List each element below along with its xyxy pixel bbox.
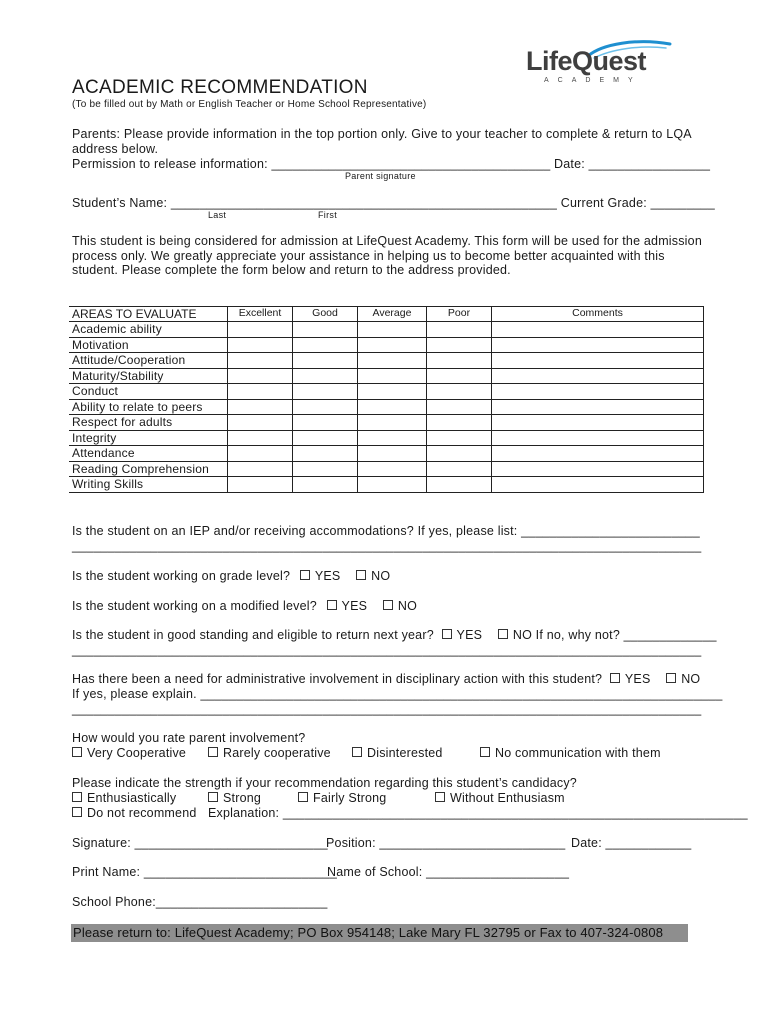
lifequest-logo	[522, 40, 674, 88]
header-average: Average	[358, 307, 427, 322]
rating-cell-good[interactable]	[293, 322, 358, 338]
table-row	[69, 399, 704, 415]
intro-line1: This student is being considered for admission at LifeQuest Academy. This form will be used for the admission	[72, 234, 702, 248]
rating-cell-comments[interactable]	[492, 384, 704, 400]
grade-level-yes[interactable]: YES	[300, 569, 341, 583]
rating-cell-average[interactable]	[358, 461, 427, 477]
rating-cell-excellent[interactable]	[228, 430, 293, 446]
checkbox-icon[interactable]	[442, 629, 452, 639]
admin-explain-field[interactable]: If yes, please explain. _________________________________________________________________________	[72, 687, 723, 701]
checkbox-icon[interactable]	[352, 747, 362, 757]
rating-cell-comments[interactable]	[492, 368, 704, 384]
rating-cell-excellent[interactable]	[228, 399, 293, 415]
print-name-field[interactable]: Print Name: ___________________________	[72, 865, 337, 879]
logo-wordmark: LifeQuest	[526, 46, 647, 76]
parents-instructions-line1: Parents: Please provide information in the top portion only. Give to your teacher to complete & return to LQA	[72, 127, 692, 141]
rating-cell-poor[interactable]	[427, 384, 492, 400]
rating-cell-excellent[interactable]	[228, 384, 293, 400]
header-excellent: Excellent	[228, 307, 293, 322]
header-poor: Poor	[427, 307, 492, 322]
checkbox-icon[interactable]	[208, 747, 218, 757]
strength-question: Please indicate the strength if your recommendation regarding this student’s candidacy?	[72, 776, 577, 790]
option-enthusiastically[interactable]: Enthusiastically	[72, 791, 176, 805]
checkbox-icon[interactable]	[327, 600, 337, 610]
rating-cell-poor[interactable]	[427, 322, 492, 338]
rating-cell-good[interactable]	[293, 430, 358, 446]
table-row	[69, 446, 704, 462]
option-very-cooperative[interactable]: Very Cooperative	[72, 746, 186, 760]
rating-cell-average[interactable]	[358, 446, 427, 462]
first-name-label: First	[318, 210, 337, 220]
rating-cell-average[interactable]	[358, 399, 427, 415]
table-row	[69, 477, 704, 493]
rating-cell-good[interactable]	[293, 461, 358, 477]
rating-cell-average[interactable]	[358, 353, 427, 369]
rating-cell-poor[interactable]	[427, 477, 492, 493]
table-row	[69, 322, 704, 338]
area-label: Writing Skills	[69, 477, 228, 493]
rating-cell-excellent[interactable]	[228, 322, 293, 338]
rating-cell-poor[interactable]	[427, 430, 492, 446]
area-label: Attitude/Cooperation	[69, 353, 228, 369]
rating-cell-good[interactable]	[293, 368, 358, 384]
permission-field[interactable]: Permission to release information: _______________________________________ Date: _________________	[72, 157, 711, 171]
grade-level-label: Is the student working on grade level?	[72, 569, 291, 583]
modified-level-no[interactable]: NO	[383, 599, 417, 613]
option-disinterested[interactable]: Disinterested	[352, 746, 443, 760]
checkbox-icon[interactable]	[356, 570, 366, 580]
rating-cell-comments[interactable]	[492, 430, 704, 446]
modified-level-yes[interactable]: YES	[327, 599, 368, 613]
checkbox-icon[interactable]	[300, 570, 310, 580]
good-standing-answer-line[interactable]: ________________________________________________________________________________________	[72, 643, 702, 657]
table-row	[69, 353, 704, 369]
checkbox-icon[interactable]	[383, 600, 393, 610]
student-name-field[interactable]: Student’s Name: ______________________________________________________ Current Grade: _________	[72, 196, 715, 210]
return-address-text: Please return to: LifeQuest Academy; PO Box 954148; Lake Mary FL 32795 or Fax to 407-324-0808	[73, 925, 664, 940]
rating-cell-comments[interactable]	[492, 461, 704, 477]
header-good: Good	[293, 307, 358, 322]
grade-level-question	[72, 569, 390, 583]
position-field[interactable]: Position: __________________________	[326, 836, 566, 850]
table-row	[69, 430, 704, 446]
rating-cell-excellent[interactable]	[228, 461, 293, 477]
option-rarely-cooperative[interactable]: Rarely cooperative	[208, 746, 331, 760]
date-field[interactable]: Date: ____________	[571, 836, 692, 850]
table-header-row	[69, 307, 704, 322]
rating-cell-excellent[interactable]	[228, 446, 293, 462]
good-standing-no[interactable]: NO If no, why not? _____________	[498, 628, 717, 642]
logo-subtitle: ACADEMY	[544, 77, 642, 84]
page-title: ACADEMIC RECOMMENDATION	[72, 77, 368, 98]
last-name-label: Last	[208, 210, 227, 220]
rating-cell-comments[interactable]	[492, 446, 704, 462]
checkbox-icon[interactable]	[610, 673, 620, 683]
rating-cell-comments[interactable]	[492, 415, 704, 431]
rating-cell-comments[interactable]	[492, 399, 704, 415]
option-strong[interactable]: Strong	[208, 791, 261, 805]
good-standing-question	[72, 628, 717, 642]
table-row	[69, 368, 704, 384]
rating-cell-excellent[interactable]	[228, 353, 293, 369]
rating-cell-excellent[interactable]	[228, 415, 293, 431]
checkbox-icon[interactable]	[72, 747, 82, 757]
rating-cell-comments[interactable]	[492, 353, 704, 369]
rating-cell-good[interactable]	[293, 446, 358, 462]
explanation-field[interactable]: Explanation: _________________________________________________________________	[208, 806, 748, 820]
rating-cell-comments[interactable]	[492, 477, 704, 493]
checkbox-icon[interactable]	[298, 792, 308, 802]
option-no-communication[interactable]: No communication with them	[480, 746, 661, 760]
checkbox-icon[interactable]	[480, 747, 490, 757]
admin-no[interactable]: NO	[666, 672, 700, 686]
rating-cell-comments[interactable]	[492, 322, 704, 338]
table-row	[69, 384, 704, 400]
rating-cell-poor[interactable]	[427, 461, 492, 477]
rating-cell-good[interactable]	[293, 415, 358, 431]
school-phone-field[interactable]: School Phone:________________________	[72, 895, 328, 909]
admin-yes[interactable]: YES	[610, 672, 651, 686]
table-row	[69, 461, 704, 477]
rating-cell-good[interactable]	[293, 477, 358, 493]
checkbox-icon[interactable]	[72, 807, 82, 817]
good-standing-yes[interactable]: YES	[442, 628, 483, 642]
rating-cell-average[interactable]	[358, 430, 427, 446]
rating-cell-poor[interactable]	[427, 337, 492, 353]
header-comments: Comments	[492, 307, 704, 322]
rating-cell-good[interactable]	[293, 399, 358, 415]
area-label: Maturity/Stability	[69, 368, 228, 384]
rating-cell-poor[interactable]	[427, 446, 492, 462]
grade-level-no[interactable]: NO	[356, 569, 390, 583]
admin-question	[72, 672, 700, 686]
rating-cell-average[interactable]	[358, 337, 427, 353]
admin-explain-line[interactable]: ________________________________________________________________________________________	[72, 702, 702, 716]
rating-cell-poor[interactable]	[427, 399, 492, 415]
parents-instructions-line2: address below.	[72, 142, 159, 156]
good-standing-label: Is the student in good standing and eligible to return next year?	[72, 628, 434, 642]
area-label: Conduct	[69, 384, 228, 400]
checkbox-icon[interactable]	[72, 792, 82, 802]
rating-cell-poor[interactable]	[427, 353, 492, 369]
checkbox-icon[interactable]	[666, 673, 676, 683]
rating-cell-average[interactable]	[358, 415, 427, 431]
return-address-banner	[71, 924, 688, 942]
table-row	[69, 415, 704, 431]
rating-cell-average[interactable]	[358, 322, 427, 338]
rating-cell-poor[interactable]	[427, 415, 492, 431]
intro-line3: student. Please complete the form below and return to the address provided.	[72, 263, 511, 277]
area-label: Reading Comprehension	[69, 461, 228, 477]
rating-cell-excellent[interactable]	[228, 337, 293, 353]
evaluation-table	[69, 306, 704, 493]
admin-label: Has there been a need for administrative involvement in disciplinary action with this student?	[72, 672, 603, 686]
iep-question[interactable]: Is the student on an IEP and/or receiving accommodations? If yes, please list: _________________________	[72, 524, 700, 538]
page-subtitle: (To be filled out by Math or English Teacher or Home School Representative)	[72, 99, 427, 110]
area-label: Integrity	[69, 430, 228, 446]
checkbox-icon[interactable]	[208, 792, 218, 802]
signature-field[interactable]: Signature: ___________________________	[72, 836, 328, 850]
school-name-field[interactable]: Name of School: ____________________	[327, 865, 570, 879]
rating-cell-average[interactable]	[358, 368, 427, 384]
rating-cell-good[interactable]	[293, 384, 358, 400]
modified-level-label: Is the student working on a modified level?	[72, 599, 317, 613]
area-label: Academic ability	[69, 322, 228, 338]
intro-line2: process only. We greatly appreciate your assistance in helping us to become better acquainted with this	[72, 249, 665, 263]
area-label: Respect for adults	[69, 415, 228, 431]
option-do-not-recommend[interactable]: Do not recommend	[72, 806, 197, 820]
iep-answer-line[interactable]: ________________________________________________________________________________________	[72, 539, 702, 553]
area-label: Motivation	[69, 337, 228, 353]
rating-cell-comments[interactable]	[492, 337, 704, 353]
table-row	[69, 337, 704, 353]
area-label: Attendance	[69, 446, 228, 462]
checkbox-icon[interactable]	[498, 629, 508, 639]
area-label: Ability to relate to peers	[69, 399, 228, 415]
parent-signature-label: Parent signature	[345, 171, 416, 181]
rating-cell-average[interactable]	[358, 384, 427, 400]
rating-cell-good[interactable]	[293, 337, 358, 353]
option-without-enthusiasm[interactable]: Without Enthusiasm	[435, 791, 565, 805]
rating-cell-average[interactable]	[358, 477, 427, 493]
modified-level-question	[72, 599, 417, 613]
rating-cell-excellent[interactable]	[228, 477, 293, 493]
rating-cell-good[interactable]	[293, 353, 358, 369]
rating-cell-poor[interactable]	[427, 368, 492, 384]
rating-cell-excellent[interactable]	[228, 368, 293, 384]
option-fairly-strong[interactable]: Fairly Strong	[298, 791, 386, 805]
header-areas: AREAS TO EVALUATE	[69, 307, 228, 322]
parent-involvement-question: How would you rate parent involvement?	[72, 731, 306, 745]
checkbox-icon[interactable]	[435, 792, 445, 802]
